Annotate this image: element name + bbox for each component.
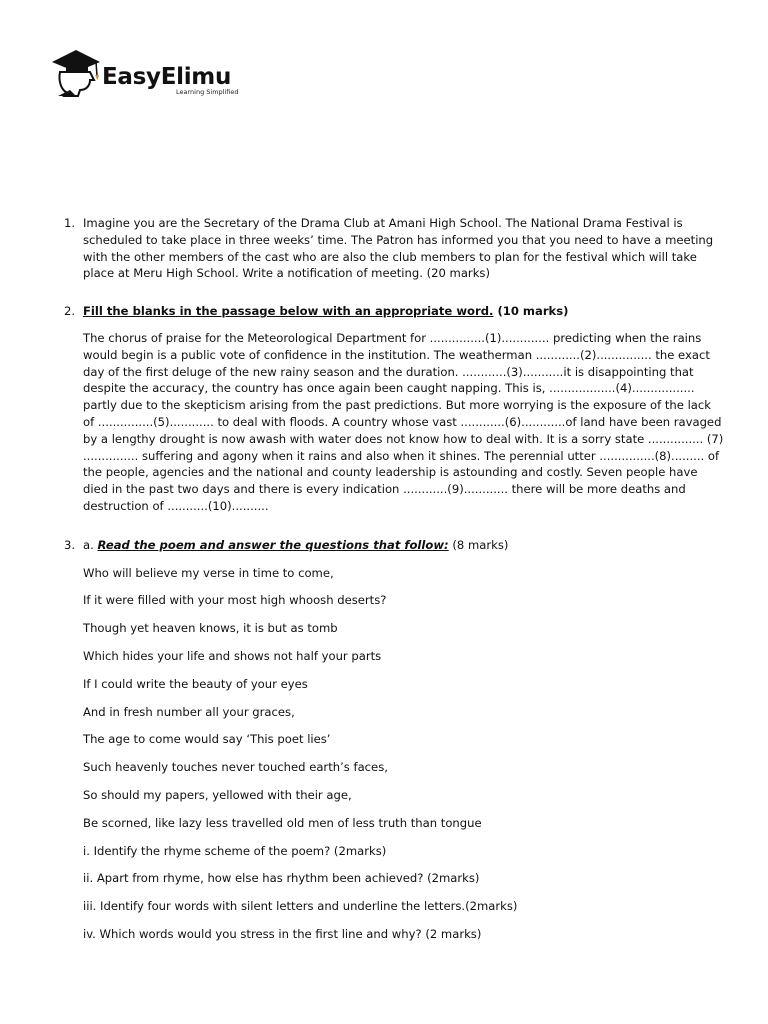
poem-line: Such heavenly touches never touched earth’s faces, xyxy=(83,760,388,775)
question-number: 2. xyxy=(64,304,76,319)
poem-line: Which hides your life and shows not half your parts xyxy=(83,648,382,663)
question-paper xyxy=(64,215,724,943)
poem-line: Though yet heaven knows, it is but as tomb xyxy=(83,621,338,636)
question-number: 1. xyxy=(64,216,76,230)
poem-line: The age to come would say ‘This poet lies’ xyxy=(83,732,331,747)
question-1 xyxy=(64,215,724,282)
poem-line: Be scorned, like lazy less travelled old men of less truth than tongue xyxy=(83,815,482,830)
sub-question: i. Identify the rhyme scheme of the poem? (2marks) xyxy=(83,843,387,858)
heading-text: Fill the blanks in the passage below with an appropriate word. xyxy=(83,304,494,319)
question-heading xyxy=(83,537,724,554)
sub-questions xyxy=(83,843,724,943)
marks-text: (8 marks) xyxy=(448,537,509,552)
graduate-head-icon xyxy=(50,46,106,100)
cloze-passage: The chorus of praise for the Meteorological Department for ...............(1)............. predicting when the rains would begin is a public vote of confidence in the institution. The weatherman ............(2)............... the exact day of the first deluge of the new rainy season and the duration. ............(3)...........it is disappointing that despite the accuracy, the country has once again been caught napping. This is, ..................(4)................. partly due to the skepticism arising from the past predictions. But more worrying is the exposure of the lack of ...............(5)............ to deal with floods. A country whose vast ............(6)............of land have been ravaged by a lengthy drought is now awash with water does not know how to deal with. It is a sorry state ............... (7) ............... suffering and agony when it rains and also when it shines. The perennial utter ...............(8)......... of the people, agencies and the national and county leadership is astounding and costly. Seven people have died in the past two days and there is every indication ............(9)............ there will be more deaths and destruction of ...........(10).......... xyxy=(83,330,724,513)
marks-text: (10 marks) xyxy=(493,304,569,319)
sub-question: iii. Identify four words with silent letters and underline the letters.(2marks) xyxy=(83,899,518,914)
poem-line: So should my papers, yellowed with their age, xyxy=(83,787,352,802)
question-heading xyxy=(83,303,724,320)
question-text: Imagine you are the Secretary of the Drama Club at Amani High School. The National Drama Festival is scheduled to take place in three weeks’ time. The Patron has informed you that you need to have a meeting with the other members of the cast who are also the club members to plan for the festival which will take place at Meru High School. Write a notification of meeting. (20 marks) xyxy=(83,216,714,281)
poem-line: And in fresh number all your graces, xyxy=(83,704,295,719)
part-label: a. xyxy=(83,537,94,552)
sub-question: iv. Which words would you stress in the first line and why? (2 marks) xyxy=(83,926,482,941)
brand-name: EasyElimu xyxy=(102,64,232,90)
heading-text: Read the poem and answer the questions that follow: xyxy=(97,537,449,552)
sub-question: ii. Apart from rhyme, how else has rhythm been achieved? (2marks) xyxy=(83,871,480,886)
poem-line: If it were filled with your most high whoosh deserts? xyxy=(83,593,387,608)
question-number: 3. xyxy=(64,537,76,552)
poem-line: If I could write the beauty of your eyes xyxy=(83,676,308,691)
question-2 xyxy=(64,303,724,515)
brand-tagline: Learning Simplified xyxy=(176,88,239,96)
easyelimu-logo xyxy=(50,46,250,100)
poem xyxy=(83,565,724,832)
question-3 xyxy=(64,537,724,943)
poem-line: Who will believe my verse in time to come, xyxy=(83,565,334,580)
